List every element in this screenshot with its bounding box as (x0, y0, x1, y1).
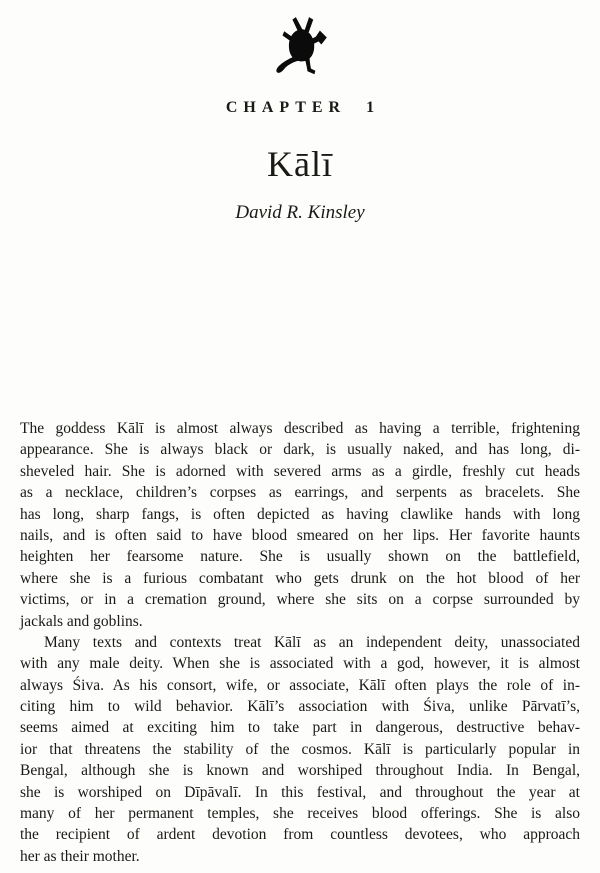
body-line: Many texts and contexts treat Kālī as an independent deity, unassociated (44, 633, 580, 651)
body-line: ior that threatens the stability of the cosmos. Kālī is particularly popular in (20, 740, 580, 758)
page-title: Kālī (267, 144, 333, 184)
body-line: the recipient of ardent devotion from countless devotees, who approach (20, 826, 580, 844)
body-line: where she is a furious combatant who gets drunk on the hot blood of her (20, 569, 580, 587)
chapter-heading: CHAPTER 1 (225, 99, 381, 116)
paragraph (20, 632, 580, 867)
kali-dancing-figure-icon (0, 6, 600, 84)
body-line: with any male deity. When she is associated with a god, however, it is almost (20, 655, 580, 673)
body-line: appearance. She is always black or dark, is usually naked, and has long, di- (20, 441, 580, 459)
body-text (20, 418, 580, 867)
body-line: The goddess Kālī is almost always described as having a terrible, frightening (20, 420, 580, 437)
body-line: jackals and goblins. (20, 612, 143, 630)
body-line: Bengal, although she is known and worshiped throughout India. In Bengal, (20, 762, 580, 780)
body-line: her as their mother. (20, 847, 140, 865)
body-line: heighten her fearsome nature. She is usually shown on the battlefield, (20, 548, 580, 566)
body-line: always Śiva. As his consort, wife, or associate, Kālī often plays the role of in- (20, 676, 580, 694)
paragraph (20, 418, 580, 632)
body-line: victims, or in a cremation ground, where she sits on a corpse surrounded by (20, 591, 580, 609)
chapter-author: David R. Kinsley (235, 202, 365, 223)
body-line: as a necklace, children’s corpses as earrings, and serpents as bracelets. She (20, 484, 580, 502)
body-line: she is worshiped on Dīpāvalī. In this festival, and throughout the year at (20, 783, 580, 801)
body-line: citing him to wild behavior. Kālī’s association with Śiva, unlike Pārvatī’s, (20, 698, 580, 716)
body-line: has long, sharp fangs, is often depicted as having clawlike hands with long (20, 505, 580, 523)
body-line: sheveled hair. She is adorned with severed arms as a girdle, freshly cut heads (20, 462, 580, 480)
body-line: nails, and is often said to have blood smeared on her lips. Her favorite haunts (20, 526, 580, 544)
body-line: seems aimed at exciting him to take part in dangerous, destructive behav- (20, 719, 580, 737)
body-line: many of her permanent temples, she receives blood offerings. She is also (20, 805, 580, 823)
